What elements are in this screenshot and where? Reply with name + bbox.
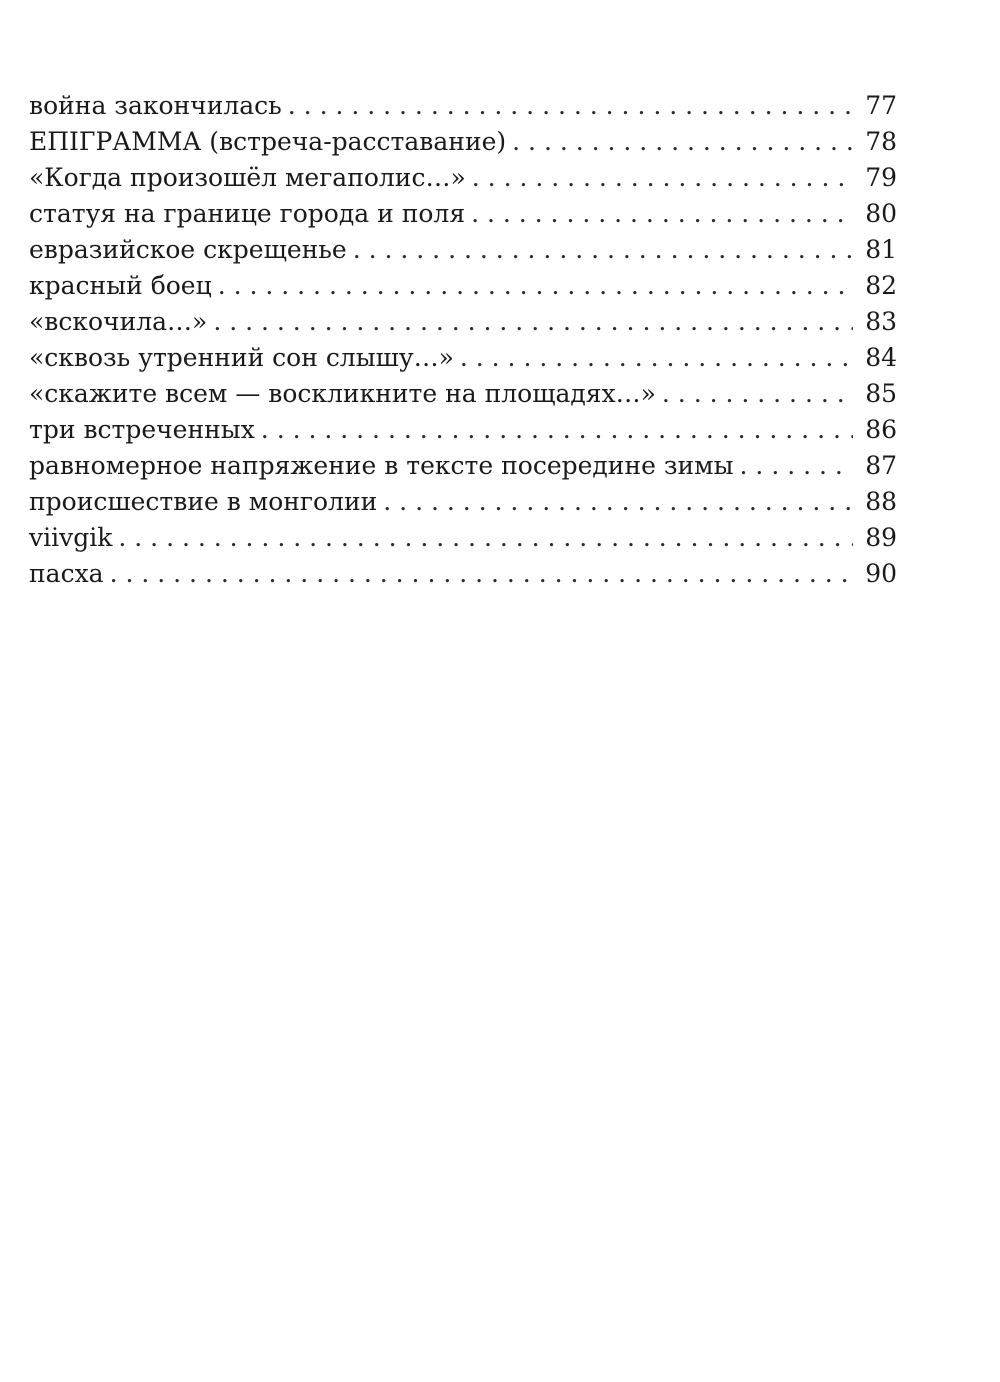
toc-entry-page: 80 <box>865 199 897 228</box>
toc-entry-title: война закончилась <box>29 91 282 120</box>
dot-leader <box>460 340 853 376</box>
dot-leader <box>471 196 853 232</box>
dot-leader <box>288 88 853 124</box>
dot-leader <box>353 232 853 268</box>
toc-entry <box>29 376 897 412</box>
dot-leader <box>662 376 853 412</box>
toc-entry-title: пасха <box>29 559 104 588</box>
toc-entry-page: 82 <box>865 271 897 300</box>
dot-leader <box>118 520 853 556</box>
toc-entry-page: 86 <box>865 415 897 444</box>
dot-leader <box>383 484 853 520</box>
toc-entry-title: «вскочила…» <box>29 307 208 336</box>
toc-entry <box>29 160 897 196</box>
toc-entry <box>29 304 897 340</box>
toc-entry <box>29 520 897 556</box>
toc-entry-page: 90 <box>865 559 897 588</box>
toc-entry-page: 78 <box>865 127 897 156</box>
toc-entry-page: 84 <box>865 343 897 372</box>
dot-leader <box>472 160 853 196</box>
toc-entry-page: 79 <box>865 163 897 192</box>
toc-entry-page: 89 <box>865 523 897 552</box>
toc-entry-title: «сквозь утренний сон слышу…» <box>29 343 454 372</box>
toc-entry-title: равномерное напряжение в тексте посередине зимы <box>29 451 734 480</box>
toc-entry <box>29 484 897 520</box>
toc-entry <box>29 448 897 484</box>
dot-leader <box>261 412 853 448</box>
dot-leader <box>218 268 853 304</box>
dot-leader <box>512 124 853 160</box>
toc-entry-page: 88 <box>865 487 897 516</box>
toc-entry <box>29 88 897 124</box>
toc-entry-page: 83 <box>865 307 897 336</box>
toc-entry <box>29 268 897 304</box>
toc-entry-title: «скажите всем — воскликните на площадях…» <box>29 379 656 408</box>
dot-leader <box>213 304 853 340</box>
toc-entry-title: три встреченных <box>29 415 255 444</box>
table-of-contents <box>29 88 897 592</box>
dot-leader <box>110 556 853 592</box>
toc-entry-page: 85 <box>865 379 897 408</box>
toc-entry-title: viivgik <box>29 523 113 552</box>
toc-entry-title: статуя на границе города и поля <box>29 199 466 228</box>
toc-entry-title: ЕПІГРАММА (встреча-расставание) <box>29 127 507 156</box>
toc-entry-title: «Когда произошёл мегаполис…» <box>29 163 466 192</box>
toc-entry <box>29 232 897 268</box>
toc-entry <box>29 124 897 160</box>
toc-entry-page: 81 <box>865 235 897 264</box>
toc-entry <box>29 556 897 592</box>
toc-entry-title: евразийское скрещенье <box>29 235 347 264</box>
toc-entry <box>29 340 897 376</box>
toc-entry-title: красный боец <box>29 271 212 300</box>
dot-leader <box>740 448 853 484</box>
toc-entry <box>29 412 897 448</box>
toc-entry-page: 87 <box>865 451 897 480</box>
toc-entry <box>29 196 897 232</box>
toc-entry-page: 77 <box>865 91 897 120</box>
toc-entry-title: происшествие в монголии <box>29 487 378 516</box>
